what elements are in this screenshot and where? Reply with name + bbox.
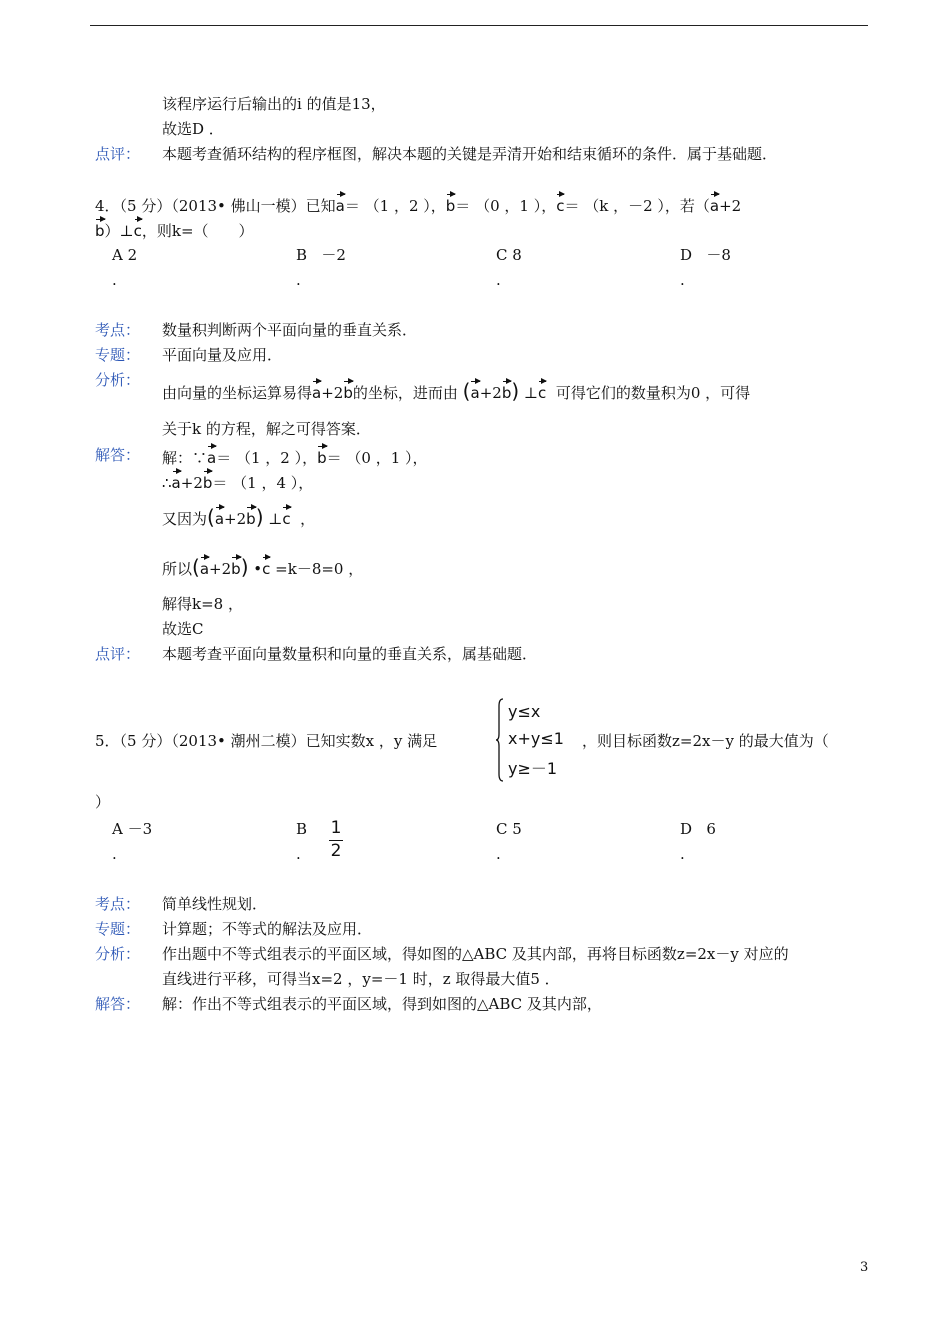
q4-zhuanti: 平面向量及应用． bbox=[162, 346, 283, 364]
kaodian-tag: 考点： bbox=[95, 321, 141, 339]
vector-b: b bbox=[446, 193, 456, 213]
page-number: 3 bbox=[860, 1260, 869, 1275]
fraction-one-half: 1 2 bbox=[330, 818, 342, 861]
q4-dianping: 本题考查平面向量数量积和向量的垂直关系，属基础题． bbox=[162, 645, 538, 663]
q4-option-b: B －2 bbox=[296, 246, 346, 264]
q4-jieda-line-4: 所以(a+2b) •c =k－8=0 ， bbox=[162, 555, 364, 579]
q4-option-d: D －8 bbox=[680, 246, 731, 264]
comment-tag: 点评： bbox=[95, 145, 141, 163]
inequality-3: y≥－1 bbox=[508, 759, 558, 778]
q5-jieda-line-1: 解：作出不等式组表示的平面区域，得到如图的△ABC 及其内部， bbox=[162, 995, 602, 1013]
vector-a: a bbox=[336, 193, 345, 213]
inequality-1: y≤x bbox=[508, 702, 541, 721]
q5-kaodian: 简单线性规划． bbox=[162, 895, 268, 913]
vector-a: a bbox=[312, 380, 321, 400]
jieda-tag: 解答： bbox=[95, 995, 141, 1013]
q5-fenxi-line-2: 直线进行平移，可得当x=2 ，y=－1 时，z 取得最大值5 ． bbox=[162, 970, 560, 988]
q4-jieda-line-3: 又因为(a+2b) ⊥c ， bbox=[162, 505, 316, 529]
prev-comment: 本题考查循环结构的程序框图，解决本题的关键是弄清开始和结束循环的条件．属于基础题． bbox=[162, 145, 778, 163]
q4-fenxi-line-1: 由向量的坐标运算易得a+2b的坐标，进而由 (a+2b) ⊥c 可得它们的数量积为0 ，可得 bbox=[162, 379, 751, 403]
jieda-tag: 解答： bbox=[95, 446, 141, 464]
vector-c: c bbox=[556, 193, 564, 213]
q4-jieda-line-6: 故选C bbox=[162, 620, 204, 638]
q4-fenxi-line-2: 关于k 的方程，解之可得答案． bbox=[162, 420, 371, 438]
q4-kaodian: 数量积判断两个平面向量的垂直关系． bbox=[162, 321, 418, 339]
q5-option-a: A －3 bbox=[112, 820, 153, 838]
q4-jieda-line-2: ∴a+2b＝ （1 ，4 ）， bbox=[162, 470, 313, 493]
q5-zhuanti: 计算题；不等式的解法及应用． bbox=[162, 920, 373, 938]
vector-a: a bbox=[710, 193, 719, 213]
q4-jieda-line-1: 解：∵a＝ （1 ，2 ），b＝ （0 ，1 ）， bbox=[162, 445, 428, 468]
kaodian-tag: 考点： bbox=[95, 895, 141, 913]
q4-option-a: A 2 bbox=[112, 246, 138, 264]
fenxi-tag: 分析： bbox=[95, 945, 141, 963]
inequality-2: x+y≤1 bbox=[508, 729, 564, 748]
q5-option-c: C 5 bbox=[496, 820, 522, 838]
q4-stem-line-2: b）⊥c，则k=（ ） bbox=[95, 218, 254, 241]
vector-c: c bbox=[134, 218, 142, 238]
q5-stem-prefix: 5．（5 分）（2013• 潮州二模）已知实数x ，y 满足 bbox=[95, 732, 438, 750]
q5-fenxi-line-1: 作出题中不等式组表示的平面区域，得如图的△ABC 及其内部，再将目标函数z=2x－y 对应的 bbox=[162, 945, 789, 963]
zhuanti-tag: 专题： bbox=[95, 920, 141, 938]
q5-stem-line-2: ） bbox=[95, 793, 111, 811]
vector-b: b bbox=[343, 380, 353, 400]
q4-option-c: C 8 bbox=[496, 246, 522, 264]
q5-option-b: B bbox=[296, 820, 308, 838]
zhuanti-tag: 专题： bbox=[95, 346, 141, 364]
q5-stem-suffix: ，则目标函数z=2x－y 的最大值为（ bbox=[582, 732, 829, 750]
prev-line-1: 该程序运行后输出的i 的值是13， bbox=[162, 95, 386, 113]
inequality-system bbox=[496, 698, 576, 782]
q4-jieda-line-5: 解得k=8 ， bbox=[162, 595, 243, 613]
left-brace-icon bbox=[496, 698, 504, 782]
vector-b: b bbox=[95, 218, 105, 238]
dianping-tag: 点评： bbox=[95, 645, 141, 663]
header-rule bbox=[90, 25, 868, 26]
fenxi-tag: 分析： bbox=[95, 371, 141, 389]
q4-stem-line-1: 4．（5 分）（2013• 佛山一模）已知a＝ （1 ，2 ），b＝ （0 ，1 ），c＝ （k ，－2 ），若（a+2 bbox=[95, 193, 741, 216]
prev-line-2: 故选D ． bbox=[162, 120, 224, 138]
q5-option-d: D 6 bbox=[680, 820, 716, 838]
